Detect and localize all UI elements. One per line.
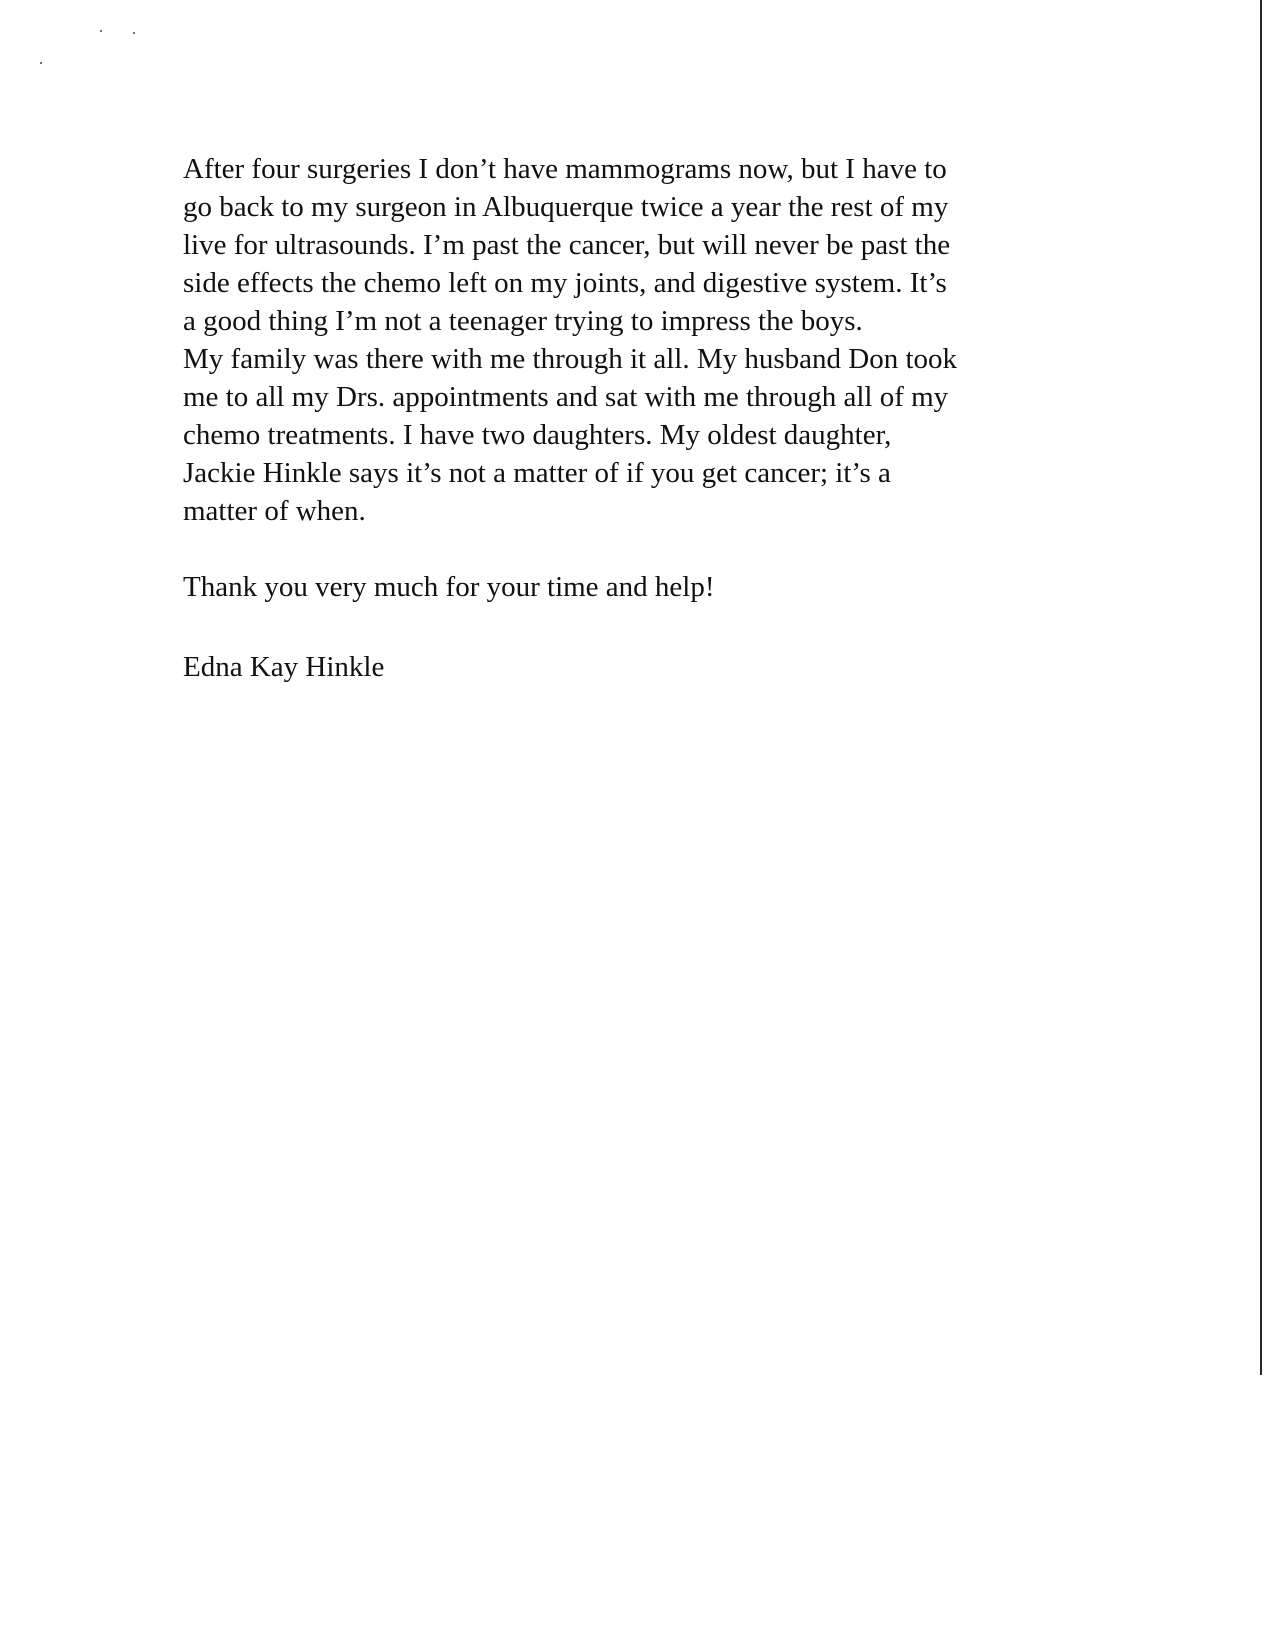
scan-speck [133,32,135,34]
letter-line: chemo treatments. I have two daughters. My oldest daughter, [183,419,892,451]
letter-line: After four surgeries I don’t have mammograms now, but I have to [183,153,947,185]
letter-line: me to all my Drs. appointments and sat with me through all of my [183,381,949,413]
scan-speck [40,62,42,64]
letter-line: My family was there with me through it all. My husband Don took [183,343,958,375]
letter-line: live for ultrasounds. I’m past the cancer, but will never be past the [183,229,951,261]
letter-line: matter of when. [183,495,366,527]
letter-line: Jackie Hinkle says it’s not a matter of if you get cancer; it’s a [183,457,891,489]
letter-line: side effects the chemo left on my joints, and digestive system. It’s [183,267,947,299]
letter-body [183,150,1083,530]
signature-name: Edna Kay Hinkle [183,651,385,683]
letter-line: go back to my surgeon in Albuquerque twice a year the rest of my [183,191,949,223]
letter-line: a good thing I’m not a teenager trying to impress the boys. [183,305,863,337]
scan-edge-line [1260,0,1262,1375]
scan-speck [100,30,102,32]
closing-line: Thank you very much for your time and help! [183,571,715,603]
